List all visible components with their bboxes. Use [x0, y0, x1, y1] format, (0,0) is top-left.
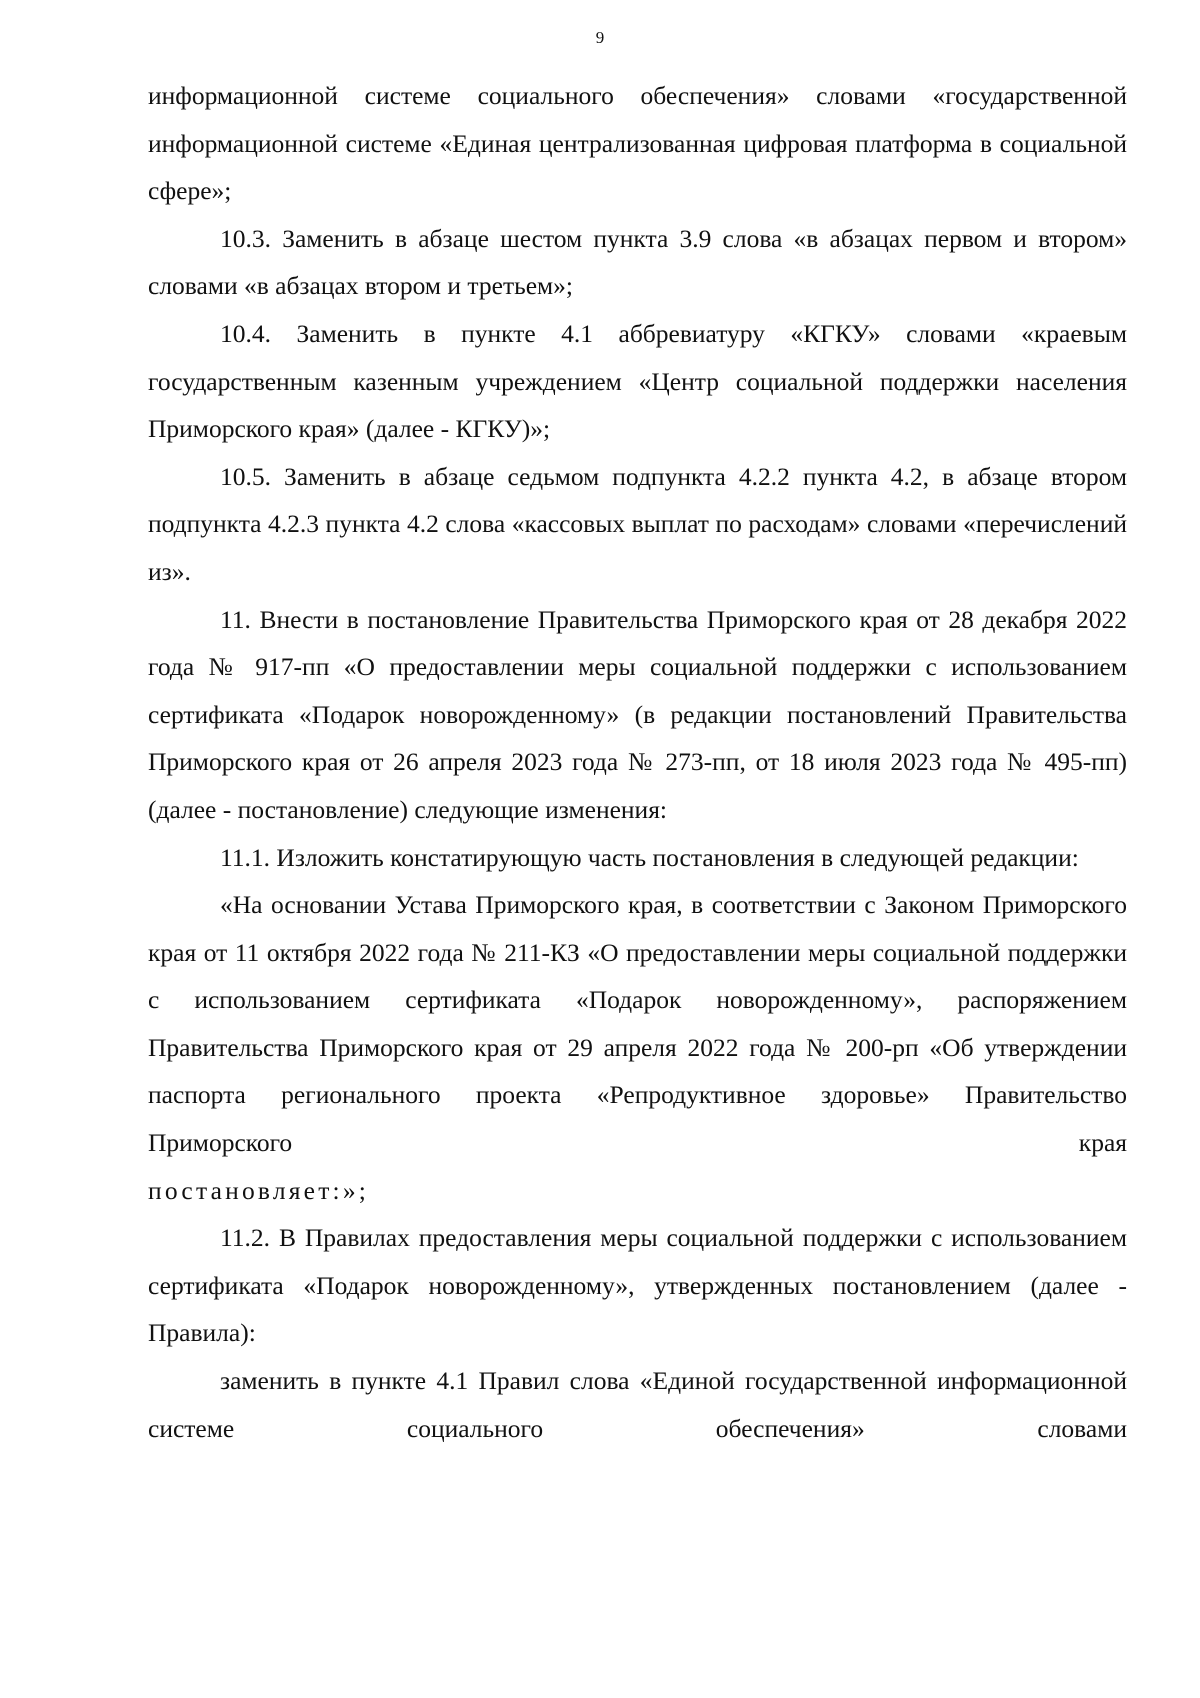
paragraph-replace-4-1: заменить в пункте 4.1 Правил слова «Единой государственной информационной системе социального обеспечения» словами	[148, 1366, 1127, 1443]
paragraph-10-3: 10.3. Заменить в абзаце шестом пункта 3.9 слова «в абзацах первом и втором» словами «в абзацах втором и третьем»;	[148, 223, 1127, 301]
paragraph-10-4: 10.4. Заменить в пункте 4.1 аббревиатуру «КГКУ» словами «краевым государственным казенным учреждением «Центр социальной поддержки населения Приморского края» (далее - КГКУ)»;	[148, 318, 1127, 444]
paragraph-quoted-preamble: «На основании Устава Приморского края, в соответствии с Законом Приморского края от 11 октября 2022 года № 211-КЗ «О предоставлении меры социальной поддержки с использованием сертификата «Подарок новорожденному», распоряжением Правительства Приморского края от 29 апреля 2022 года № 200-рп «Об утверждении паспорта регионального проекта «Репродуктивное здоровье» Правительство Приморского края	[148, 890, 1127, 1158]
paragraph-postanovlyaet: постановляет:»;	[148, 1175, 370, 1205]
paragraph-continuation: информационной системе социального обеспечения» словами «государственной информационной системе «Единая централизованная цифровая платформа в социальной сфере»;	[148, 81, 1127, 206]
paragraph-10-5: 10.5. Заменить в абзаце седьмом подпункта 4.2.2 пункта 4.2, в абзаце втором подпункта 4.2.3 пункта 4.2 слова «кассовых выплат по расходам» словами «перечислений из».	[148, 461, 1127, 586]
page-number: 9	[595, 28, 605, 47]
paragraph-11: 11. Внести в постановление Правительства Приморского края от 28 декабря 2022 года № 917-пп «О предоставлении меры социальной поддержки с использованием сертификата «Подарок новорожденному» (в редакции постановлений Правительства Приморского края от 26 апреля 2023 года № 273-пп, от 18 июля 2023 года № 495-пп) (далее - постановление) следующие изменения:	[148, 604, 1127, 824]
paragraph-11-2: 11.2. В Правилах предоставления меры социальной поддержки с использованием сертификата «Подарок новорожденному», утвержденных постановлением (далее - Правила):	[148, 1223, 1127, 1348]
document-body	[148, 72, 1127, 1452]
paragraph-11-1: 11.1. Изложить констатирующую часть постановления в следующей редакции:	[220, 842, 1079, 872]
